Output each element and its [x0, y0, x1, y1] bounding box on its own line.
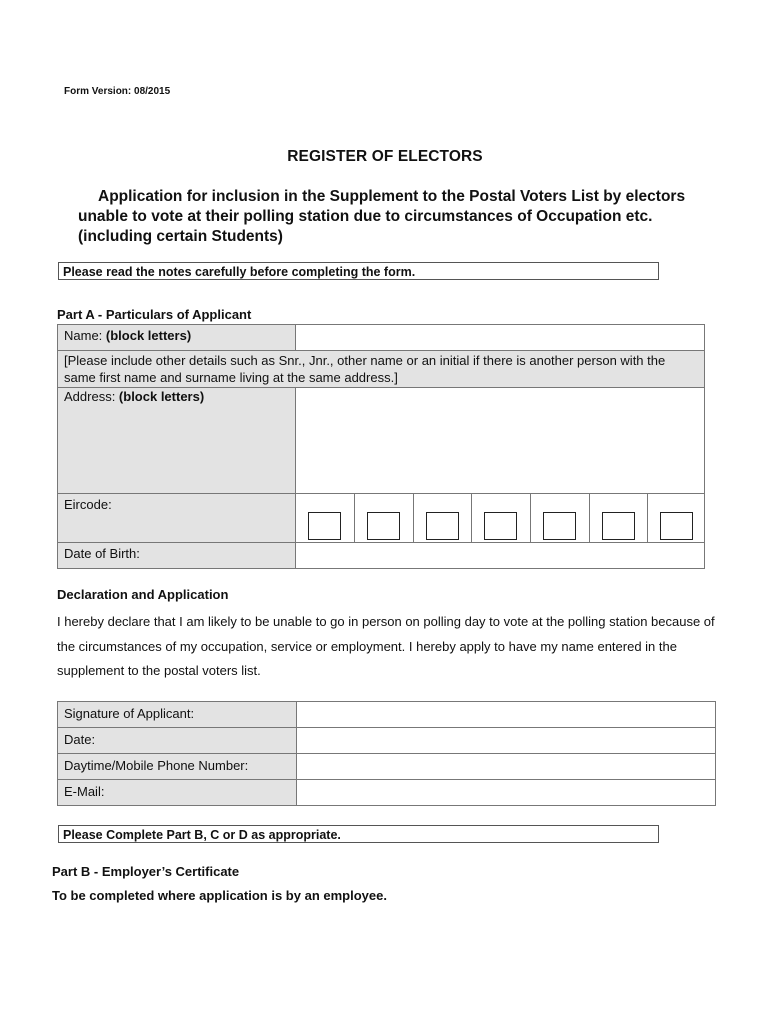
eircode-char-box[interactable] — [602, 512, 635, 540]
signature-row — [57, 701, 716, 728]
eircode-char-box[interactable] — [367, 512, 400, 540]
eircode-char-box[interactable] — [543, 512, 576, 540]
part-a-heading: Part A - Particulars of Applicant — [57, 307, 252, 322]
email-field[interactable] — [296, 779, 716, 806]
phone-label: Daytime/Mobile Phone Number: — [57, 753, 297, 780]
address-label-text: Address: — [64, 389, 119, 404]
eircode-cell[interactable] — [354, 493, 414, 543]
phone-field[interactable] — [296, 753, 716, 780]
dob-field[interactable] — [295, 542, 705, 569]
eircode-cell[interactable] — [471, 493, 531, 543]
part-b-note: To be completed where application is by an employee. — [52, 888, 387, 903]
name-field[interactable] — [295, 324, 705, 351]
date-label: Date: — [57, 727, 297, 754]
declaration-text: I hereby declare that I am likely to be unable to go in person on polling day to vote at the polling station because of the circumstances of my occupation, service or employment. I hereby apply to have my name entered in the supplement to the postal voters list. — [57, 614, 715, 678]
date-field[interactable] — [296, 727, 716, 754]
part-b-heading: Part B - Employer’s Certificate — [52, 864, 240, 879]
name-label-text: Name: — [64, 328, 106, 343]
eircode-char-box[interactable] — [426, 512, 459, 540]
phone-row — [57, 753, 716, 780]
eircode-char-box[interactable] — [660, 512, 693, 540]
eircode-cell[interactable] — [589, 493, 648, 543]
signature-label: Signature of Applicant: — [57, 701, 297, 728]
name-label-hint: (block letters) — [105, 328, 192, 343]
read-notes-notice: Please read the notes carefully before completing the form. — [58, 262, 659, 280]
dob-label: Date of Birth: — [57, 542, 296, 569]
document-title: REGISTER OF ELECTORS — [287, 148, 483, 165]
email-label: E-Mail: — [57, 779, 297, 806]
eircode-char-box[interactable] — [308, 512, 341, 540]
date-row — [57, 727, 716, 754]
address-label-hint: (block letters) — [118, 389, 205, 404]
name-note: [Please include other details such as Snr., Jnr., other name or an initial if there is another person with the same first name and surname living at the same address.] — [57, 350, 705, 388]
eircode-cell[interactable] — [413, 493, 472, 543]
form-version: Form Version: 08/2015 — [64, 86, 171, 97]
complete-parts-notice: Please Complete Part B, C or D as appropriate. — [58, 825, 659, 843]
signature-field[interactable] — [296, 701, 716, 728]
eircode-cell[interactable] — [647, 493, 705, 543]
address-field[interactable] — [295, 387, 705, 494]
eircode-char-box[interactable] — [484, 512, 517, 540]
address-label — [57, 387, 296, 494]
eircode-label: Eircode: — [57, 493, 296, 543]
name-label — [57, 324, 296, 351]
email-row — [57, 779, 716, 806]
declaration-heading: Declaration and Application — [57, 587, 229, 602]
eircode-cell[interactable] — [295, 493, 355, 543]
eircode-cell[interactable] — [530, 493, 590, 543]
document-subtitle: Application for inclusion in the Supplement to the Postal Voters List by electors unable to vote at their polling station due to circumstances of Occupation etc. (including certain Students) — [78, 188, 686, 245]
